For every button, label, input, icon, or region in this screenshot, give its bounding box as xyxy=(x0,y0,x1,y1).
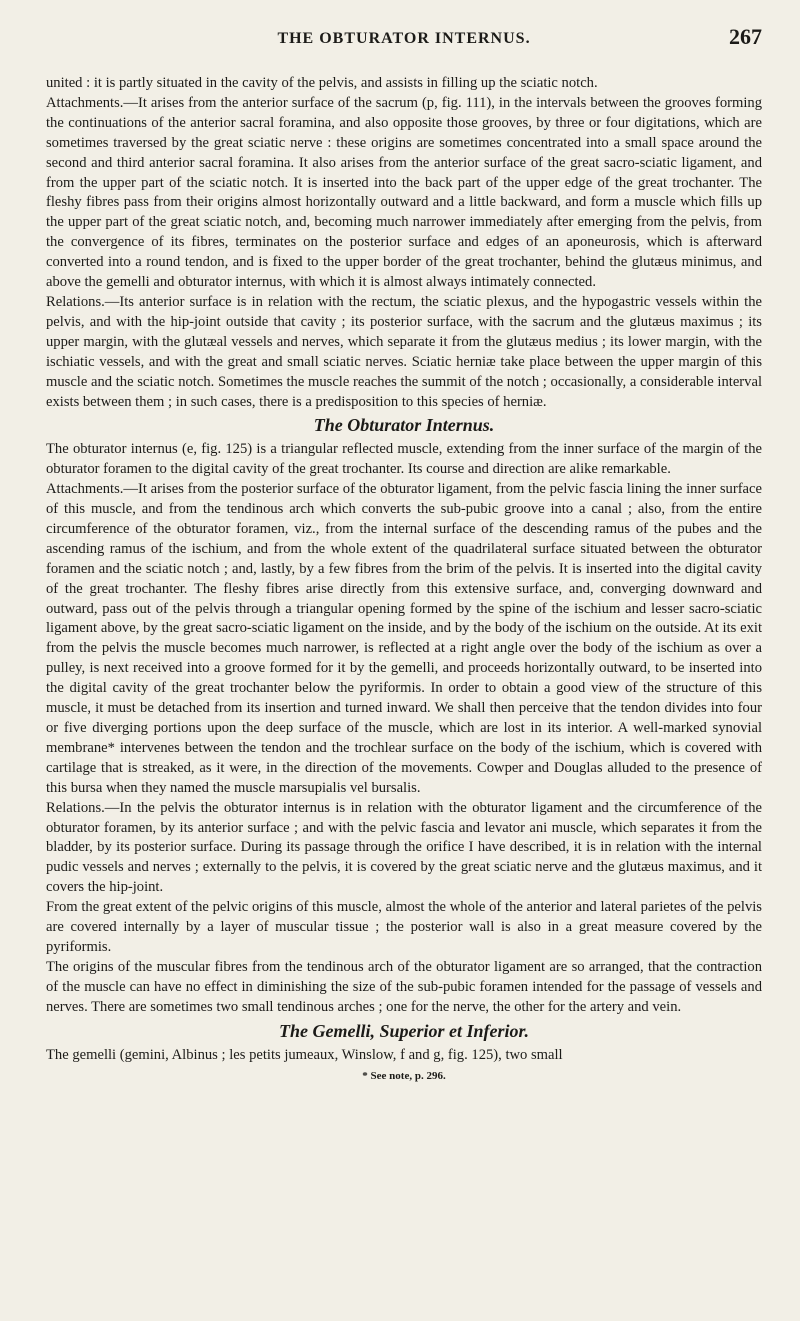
paragraph-obturator-relations: Relations.—In the pelvis the obturator internus is in relation with the obturator ligament and the circumference of the obturator foramen, by its anterior surface ; and with the pelvic fascia and levator ani muscle, which separates it from the bladder, by its posterior surface. During its passage through the orifice I have described, it is in relation with the internal pudic vessels and nerves ; externally to the pelvis, it is covered by the great sciatic nerve and the glutæus maximus, and it covers the hip-joint. xyxy=(46,799,762,896)
paragraph-gemelli-intro: The gemelli (gemini, Albinus ; les petits jumeaux, Winslow, f and g, fig. 125), two small xyxy=(46,1046,563,1063)
section-heading-gemelli: The Gemelli, Superior et Inferior. xyxy=(278,1020,529,1041)
footnote: * See note, p. 296. xyxy=(362,1070,446,1083)
paragraph-obturator-attachments: Attachments.—It arises from the posterior surface of the obturator ligament, from the pelvic fascia lining the inner surface of this muscle, and from the tendinous arch which converts the sub-pubic groove into a canal ; also, from the entire circumference of the obturator foramen, viz., from the internal surface of the descending ramus of the pubes and the ascending ramus of the ischium, and from the whole extent of the quadrilateral surface situated between the obturator foramen and the sciatic notch ; and, lastly, by a few fibres from the brim of the pelvis. It is inserted into the digital cavity of the great trochanter. The fleshy fibres arise directly from this extensive surface, and, converging downward and outward, pass out of the pelvis through a triangular opening formed by the spine of the ischium and lesser sacro-sciatic ligament above, by the great sacro-sciatic ligament on the inside, and by the body of the ischium on the outside. At its exit from the pelvis the muscle becomes much narrower, is reflected at a right angle over the body of the ischium as over a pulley, is next received into a groove formed for it by the gemelli, and proceeds horizontally outward, to be inserted into the digital cavity of the great trochanter below the pyriformis. In order to obtain a good view of the structure of this muscle, it must be detached from its insertion and turned inward. We shall then perceive that the tendon divides into four or five diverging portions upon the deep surface of the muscle, which are lost in its interior. A well-marked synovial membrane* intervenes between the tendon and the trochlear surface on the body of the ischium, which is covered with cartilage that is streaked, as it were, in the direction of the movements. Cowper and Douglas alluded to the presence of this bursa when they named the muscle marsupialis vel bursalis. xyxy=(46,481,762,796)
paragraph-obturator-origins: The origins of the muscular fibres from the tendinous arch of the obturator ligament are so arranged, that the contraction of the muscle can have no effect in diminishing the size of the sub-pubic foramen intended for the passage of vessels and nerves. There are sometimes two small tendinous arches ; one for the nerve, the other for the artery and vein. xyxy=(46,958,762,1015)
paragraph-pyriformis-attachments: Attachments.—It arises from the anterior surface of the sacrum (p, fig. 111), in the intervals between the grooves forming the continuations of the anterior sacral foramina, and also opposite those grooves, by three or four digitations, which are sometimes traversed by the great sciatic nerve : these origins are sometimes concentrated into a small space around the second and third anterior sacral foramina. It also arises from the anterior surface of the great sacro-sciatic ligament, and from the upper part of the sciatic notch. It is inserted into the back part of the upper edge of the great trochanter. The fleshy fibres pass from their origins almost horizontally outward and a little backward, and form a muscle which fills up the upper part of the great sciatic notch, and, becoming much narrower immediately after emerging from the pelvis, from the convergence of its fibres, terminates on the posterior surface and edges of an aponeurosis, which is afterward converted into a round tendon, and is fixed to the upper border of the great trochanter, behind the glutæus minimus, and above the gemelli and obturator internus, with which it is almost always intimately connected. xyxy=(46,94,762,291)
body-text xyxy=(46,74,762,1087)
section-heading-obturator-internus: The Obturator Internus. xyxy=(313,415,495,436)
running-head xyxy=(46,24,762,56)
paragraph-pyriformis-relations: Relations.—Its anterior surface is in relation with the rectum, the sciatic plexus, and the hypogastric vessels within the pelvis, and with the hip-joint outside that cavity ; its posterior surface, with the sacrum and the glutæus maximus ; its upper margin, with the glutæal vessels and nerves, which separate it from the glutæus medius ; its lower margin, with the ischiatic vessels, and with the great and small sciatic nerves. Sciatic herniæ take place between the upper margin of this muscle and the sciatic notch. Sometimes the muscle reaches the summit of the notch ; occasionally, a considerable interval exists between them ; in such cases, there is a predisposition to this species of herniæ. xyxy=(46,293,762,410)
running-title: THE OBTURATOR INTERNUS. xyxy=(277,30,531,47)
paragraph-obturator-intro: The obturator internus (e, fig. 125) is a triangular reflected muscle, extending from the inner surface of the margin of the obturator foramen to the digital cavity of the great trochanter. Its course and direction are alike remarkable. xyxy=(46,441,762,478)
paragraph-obturator-extent: From the great extent of the pelvic origins of this muscle, almost the whole of the anterior and lateral parietes of the pelvis are covered internally by a layer of muscular tissue ; the posterior wall is also in a great measure covered by the pyriformis. xyxy=(46,899,762,955)
paragraph-continuation: united : it is partly situated in the cavity of the pelvis, and assists in filling up the sciatic notch. xyxy=(46,75,598,91)
page-number: 267 xyxy=(729,24,762,49)
